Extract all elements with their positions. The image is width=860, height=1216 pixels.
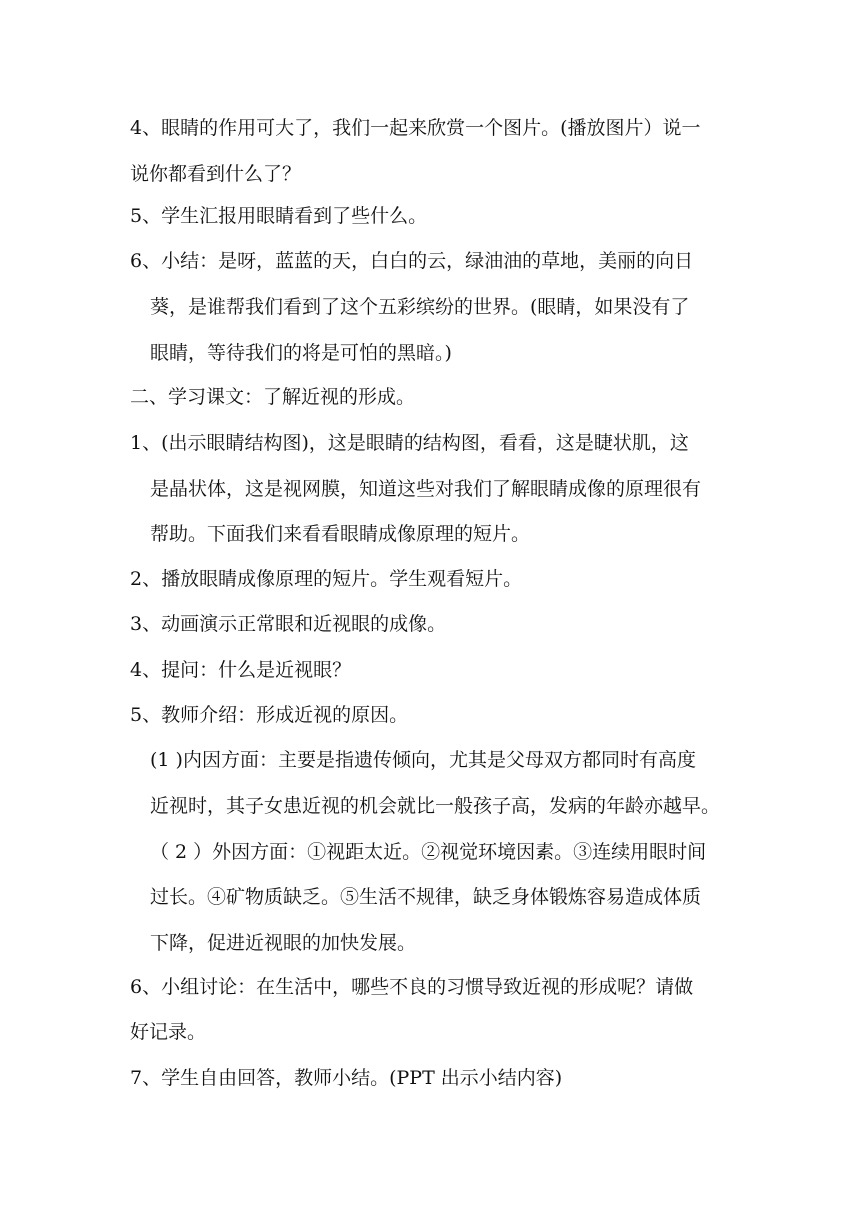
- text-line: 帮助。下面我们来看看眼睛成像原理的短片。: [150, 523, 531, 545]
- text-line: （ 2 ）外因方面：①视距太近。②视觉环境因素。③连续用眼时间: [150, 841, 707, 863]
- text-line: 葵，是谁帮我们看到了这个五彩缤纷的世界。(眼睛，如果没有了: [150, 296, 690, 318]
- text-line: 是晶状体，这是视网膜，知道这些对我们了解眼睛成像的原理很有: [150, 478, 702, 500]
- text-line: 6、小结：是呀，蓝蓝的天，白白的云，绿油油的草地，美丽的向日: [130, 250, 694, 272]
- text-line: 眼睛，等待我们的将是可怕的黑暗。): [150, 342, 452, 364]
- text-line: 近视时，其子女患近视的机会就比一般孩子高，发病的年龄亦越早。: [150, 795, 721, 817]
- text-line: 2、播放眼睛成像原理的短片。学生观看短片。: [130, 568, 523, 590]
- text-line: (1 )内因方面：主要是指遗传倾向，尤其是父母双方都同时有高度: [150, 749, 696, 771]
- text-line: 说你都看到什么了？: [130, 163, 302, 185]
- text-line: 3、动画演示正常眼和近视眼的成像。: [130, 613, 447, 635]
- text-line: 5、学生汇报用眼睛看到了些什么。: [130, 205, 428, 227]
- text-line: 下降，促进近视眼的加快发展。: [150, 932, 417, 954]
- section-heading: 二、学习课文：了解近视的形成。: [130, 386, 416, 408]
- text-line: 1、(出示眼睛结构图)，这是眼睛的结构图，看看，这是睫状肌，这: [130, 432, 689, 454]
- text-line: 好记录。: [130, 1021, 207, 1043]
- text-line: 4、眼睛的作用可大了，我们一起来欣赏一个图片。(播放图片）说一: [130, 117, 701, 139]
- text-line: 7、学生自由回答，教师小结。(PPT 出示小结内容): [130, 1067, 563, 1089]
- text-line: 4、提问：什么是近视眼？: [130, 659, 352, 681]
- text-line: 6、小组讨论：在生活中，哪些不良的习惯导致近视的形成呢？请做: [130, 976, 694, 998]
- text-line: 5、教师介绍：形成近视的原因。: [130, 704, 409, 726]
- text-line: 过长。④矿物质缺乏。⑤生活不规律，缺乏身体锻炼容易造成体质: [150, 886, 702, 908]
